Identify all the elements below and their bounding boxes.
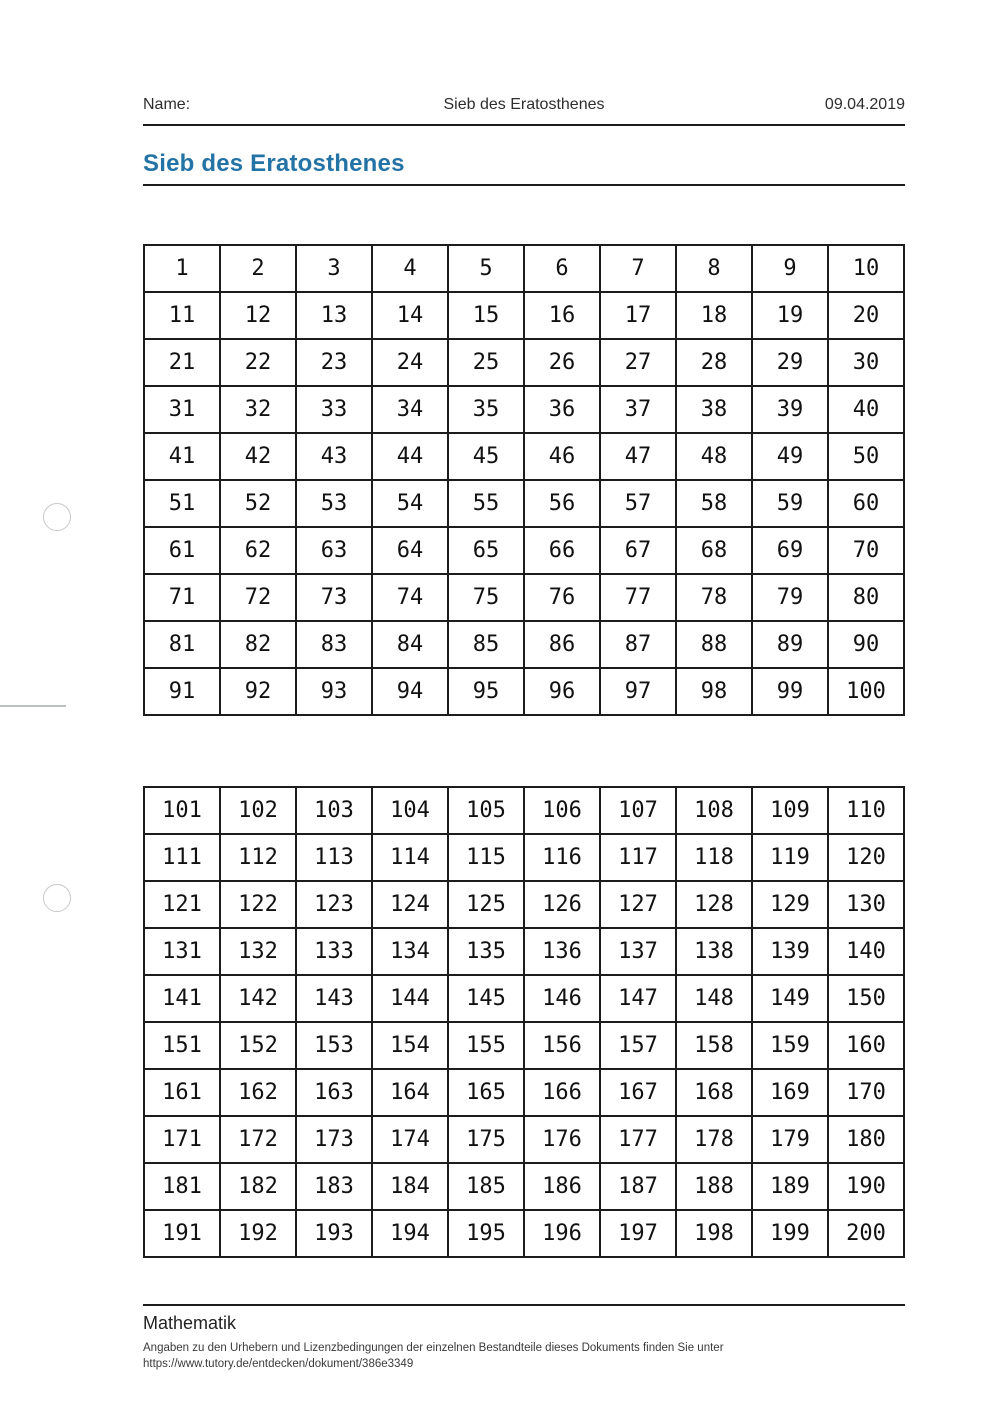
subject-label: Mathematik (143, 1313, 237, 1333)
number-cell: 167 (600, 1069, 676, 1116)
number-cell: 95 (448, 668, 524, 715)
number-cell: 177 (600, 1116, 676, 1163)
number-cell: 165 (448, 1069, 524, 1116)
number-cell: 64 (372, 527, 448, 574)
title-divider (143, 184, 905, 186)
number-cell: 35 (448, 386, 524, 433)
number-cell: 60 (828, 480, 904, 527)
number-cell: 193 (296, 1210, 372, 1257)
number-cell: 149 (752, 975, 828, 1022)
number-cell: 6 (524, 245, 600, 292)
number-row (144, 975, 904, 1022)
number-cell: 166 (524, 1069, 600, 1116)
number-row (144, 787, 904, 834)
number-cell: 140 (828, 928, 904, 975)
number-cell: 145 (448, 975, 524, 1022)
number-cell: 197 (600, 1210, 676, 1257)
number-cell: 139 (752, 928, 828, 975)
number-row (144, 621, 904, 668)
number-cell: 146 (524, 975, 600, 1022)
number-cell: 106 (524, 787, 600, 834)
number-cell: 71 (144, 574, 220, 621)
number-cell: 52 (220, 480, 296, 527)
number-cell: 151 (144, 1022, 220, 1069)
number-cell: 29 (752, 339, 828, 386)
number-cell: 198 (676, 1210, 752, 1257)
number-cell: 125 (448, 881, 524, 928)
number-cell: 107 (600, 787, 676, 834)
number-cell: 169 (752, 1069, 828, 1116)
number-cell: 77 (600, 574, 676, 621)
number-grid-101-200 (143, 786, 905, 1258)
number-cell: 100 (828, 668, 904, 715)
number-cell: 70 (828, 527, 904, 574)
number-cell: 176 (524, 1116, 600, 1163)
number-cell: 111 (144, 834, 220, 881)
number-cell: 178 (676, 1116, 752, 1163)
number-cell: 80 (828, 574, 904, 621)
number-cell: 38 (676, 386, 752, 433)
number-cell: 21 (144, 339, 220, 386)
number-cell: 132 (220, 928, 296, 975)
number-cell: 199 (752, 1210, 828, 1257)
number-cell: 160 (828, 1022, 904, 1069)
number-cell: 37 (600, 386, 676, 433)
number-cell: 56 (524, 480, 600, 527)
number-cell: 141 (144, 975, 220, 1022)
document-header (143, 96, 905, 114)
number-cell: 28 (676, 339, 752, 386)
name-label: Name: (143, 96, 191, 113)
number-cell: 170 (828, 1069, 904, 1116)
number-row (144, 928, 904, 975)
number-row (144, 527, 904, 574)
number-cell: 78 (676, 574, 752, 621)
punch-hole-bottom (43, 884, 71, 912)
number-cell: 44 (372, 433, 448, 480)
punch-hole-top (43, 503, 71, 531)
number-cell: 4 (372, 245, 448, 292)
number-cell: 163 (296, 1069, 372, 1116)
number-cell: 10 (828, 245, 904, 292)
number-cell: 127 (600, 881, 676, 928)
number-cell: 144 (372, 975, 448, 1022)
license-note (143, 1340, 843, 1372)
number-cell: 191 (144, 1210, 220, 1257)
number-cell: 194 (372, 1210, 448, 1257)
number-cell: 133 (296, 928, 372, 975)
number-cell: 11 (144, 292, 220, 339)
number-cell: 150 (828, 975, 904, 1022)
number-cell: 14 (372, 292, 448, 339)
number-cell: 87 (600, 621, 676, 668)
number-cell: 68 (676, 527, 752, 574)
number-cell: 49 (752, 433, 828, 480)
number-cell: 172 (220, 1116, 296, 1163)
license-text: Angaben zu den Urhebern und Lizenzbedingungen der einzelnen Bestandteile dieses Dokuments finden Sie unter (143, 1342, 724, 1354)
number-cell: 34 (372, 386, 448, 433)
number-cell: 180 (828, 1116, 904, 1163)
number-row (144, 1163, 904, 1210)
number-cell: 136 (524, 928, 600, 975)
document-date: 09.04.2019 (824, 96, 905, 113)
number-row (144, 480, 904, 527)
number-cell: 55 (448, 480, 524, 527)
number-cell: 118 (676, 834, 752, 881)
number-cell: 124 (372, 881, 448, 928)
number-cell: 131 (144, 928, 220, 975)
number-cell: 110 (828, 787, 904, 834)
number-cell: 57 (600, 480, 676, 527)
number-cell: 122 (220, 881, 296, 928)
number-cell: 161 (144, 1069, 220, 1116)
number-cell: 36 (524, 386, 600, 433)
number-cell: 101 (144, 787, 220, 834)
number-cell: 147 (600, 975, 676, 1022)
number-cell: 175 (448, 1116, 524, 1163)
number-cell: 48 (676, 433, 752, 480)
number-cell: 114 (372, 834, 448, 881)
header-divider (143, 124, 905, 126)
number-cell: 13 (296, 292, 372, 339)
number-cell: 138 (676, 928, 752, 975)
number-cell: 85 (448, 621, 524, 668)
number-cell: 184 (372, 1163, 448, 1210)
number-cell: 24 (372, 339, 448, 386)
number-cell: 134 (372, 928, 448, 975)
number-cell: 89 (752, 621, 828, 668)
number-cell: 45 (448, 433, 524, 480)
number-cell: 164 (372, 1069, 448, 1116)
number-cell: 33 (296, 386, 372, 433)
number-cell: 117 (600, 834, 676, 881)
number-cell: 94 (372, 668, 448, 715)
number-cell: 128 (676, 881, 752, 928)
number-cell: 22 (220, 339, 296, 386)
number-row (144, 433, 904, 480)
number-row (144, 1116, 904, 1163)
number-cell: 15 (448, 292, 524, 339)
number-cell: 31 (144, 386, 220, 433)
number-cell: 79 (752, 574, 828, 621)
number-cell: 119 (752, 834, 828, 881)
number-cell: 9 (752, 245, 828, 292)
number-cell: 99 (752, 668, 828, 715)
number-cell: 26 (524, 339, 600, 386)
number-cell: 168 (676, 1069, 752, 1116)
number-cell: 51 (144, 480, 220, 527)
number-cell: 196 (524, 1210, 600, 1257)
number-grid-1-100 (143, 244, 905, 716)
number-cell: 113 (296, 834, 372, 881)
number-cell: 98 (676, 668, 752, 715)
number-cell: 25 (448, 339, 524, 386)
number-cell: 58 (676, 480, 752, 527)
document-title: Sieb des Eratosthenes (443, 96, 605, 113)
number-cell: 148 (676, 975, 752, 1022)
number-cell: 2 (220, 245, 296, 292)
number-cell: 174 (372, 1116, 448, 1163)
number-row (144, 1069, 904, 1116)
number-cell: 97 (600, 668, 676, 715)
number-cell: 142 (220, 975, 296, 1022)
number-cell: 86 (524, 621, 600, 668)
number-cell: 143 (296, 975, 372, 1022)
number-cell: 112 (220, 834, 296, 881)
number-row (144, 1022, 904, 1069)
number-cell: 73 (296, 574, 372, 621)
number-row (144, 292, 904, 339)
number-cell: 82 (220, 621, 296, 668)
license-url: https://www.tutory.de/entdecken/dokument/386e3349 (143, 1358, 414, 1370)
number-cell: 121 (144, 881, 220, 928)
number-cell: 76 (524, 574, 600, 621)
number-cell: 66 (524, 527, 600, 574)
number-cell: 104 (372, 787, 448, 834)
number-cell: 153 (296, 1022, 372, 1069)
number-cell: 50 (828, 433, 904, 480)
number-cell: 18 (676, 292, 752, 339)
page-title: Sieb des Eratosthenes (143, 150, 405, 177)
fold-mark (0, 705, 66, 707)
number-cell: 156 (524, 1022, 600, 1069)
number-cell: 88 (676, 621, 752, 668)
number-cell: 67 (600, 527, 676, 574)
number-cell: 116 (524, 834, 600, 881)
number-cell: 130 (828, 881, 904, 928)
number-cell: 137 (600, 928, 676, 975)
number-cell: 7 (600, 245, 676, 292)
number-cell: 3 (296, 245, 372, 292)
number-cell: 187 (600, 1163, 676, 1210)
number-cell: 43 (296, 433, 372, 480)
number-row (144, 339, 904, 386)
number-cell: 192 (220, 1210, 296, 1257)
number-cell: 200 (828, 1210, 904, 1257)
number-row (144, 881, 904, 928)
number-cell: 8 (676, 245, 752, 292)
number-cell: 109 (752, 787, 828, 834)
number-cell: 190 (828, 1163, 904, 1210)
number-cell: 84 (372, 621, 448, 668)
number-cell: 188 (676, 1163, 752, 1210)
number-cell: 123 (296, 881, 372, 928)
number-cell: 120 (828, 834, 904, 881)
number-cell: 185 (448, 1163, 524, 1210)
footer-divider (143, 1304, 905, 1306)
number-cell: 40 (828, 386, 904, 433)
number-cell: 42 (220, 433, 296, 480)
number-cell: 39 (752, 386, 828, 433)
number-cell: 41 (144, 433, 220, 480)
number-cell: 162 (220, 1069, 296, 1116)
number-cell: 54 (372, 480, 448, 527)
number-cell: 157 (600, 1022, 676, 1069)
number-cell: 182 (220, 1163, 296, 1210)
number-row (144, 1210, 904, 1257)
number-cell: 32 (220, 386, 296, 433)
number-cell: 30 (828, 339, 904, 386)
number-row (144, 668, 904, 715)
number-cell: 154 (372, 1022, 448, 1069)
number-cell: 23 (296, 339, 372, 386)
number-cell: 102 (220, 787, 296, 834)
number-cell: 189 (752, 1163, 828, 1210)
number-cell: 108 (676, 787, 752, 834)
number-cell: 17 (600, 292, 676, 339)
number-cell: 1 (144, 245, 220, 292)
number-cell: 81 (144, 621, 220, 668)
number-cell: 27 (600, 339, 676, 386)
number-cell: 96 (524, 668, 600, 715)
number-cell: 83 (296, 621, 372, 668)
number-cell: 65 (448, 527, 524, 574)
number-row (144, 834, 904, 881)
number-cell: 72 (220, 574, 296, 621)
number-cell: 158 (676, 1022, 752, 1069)
number-row (144, 245, 904, 292)
number-cell: 152 (220, 1022, 296, 1069)
number-cell: 91 (144, 668, 220, 715)
number-cell: 5 (448, 245, 524, 292)
number-row (144, 386, 904, 433)
number-cell: 183 (296, 1163, 372, 1210)
number-cell: 155 (448, 1022, 524, 1069)
number-cell: 93 (296, 668, 372, 715)
number-cell: 135 (448, 928, 524, 975)
number-cell: 126 (524, 881, 600, 928)
number-cell: 105 (448, 787, 524, 834)
number-cell: 59 (752, 480, 828, 527)
number-cell: 171 (144, 1116, 220, 1163)
number-cell: 92 (220, 668, 296, 715)
number-cell: 181 (144, 1163, 220, 1210)
number-cell: 173 (296, 1116, 372, 1163)
number-cell: 63 (296, 527, 372, 574)
number-row (144, 574, 904, 621)
number-cell: 16 (524, 292, 600, 339)
number-cell: 62 (220, 527, 296, 574)
number-cell: 115 (448, 834, 524, 881)
number-cell: 46 (524, 433, 600, 480)
number-cell: 159 (752, 1022, 828, 1069)
number-cell: 12 (220, 292, 296, 339)
number-cell: 195 (448, 1210, 524, 1257)
number-cell: 47 (600, 433, 676, 480)
number-cell: 74 (372, 574, 448, 621)
number-cell: 69 (752, 527, 828, 574)
number-cell: 53 (296, 480, 372, 527)
number-cell: 186 (524, 1163, 600, 1210)
number-cell: 20 (828, 292, 904, 339)
number-cell: 129 (752, 881, 828, 928)
number-cell: 90 (828, 621, 904, 668)
number-cell: 61 (144, 527, 220, 574)
number-cell: 75 (448, 574, 524, 621)
number-cell: 179 (752, 1116, 828, 1163)
number-cell: 19 (752, 292, 828, 339)
number-cell: 103 (296, 787, 372, 834)
